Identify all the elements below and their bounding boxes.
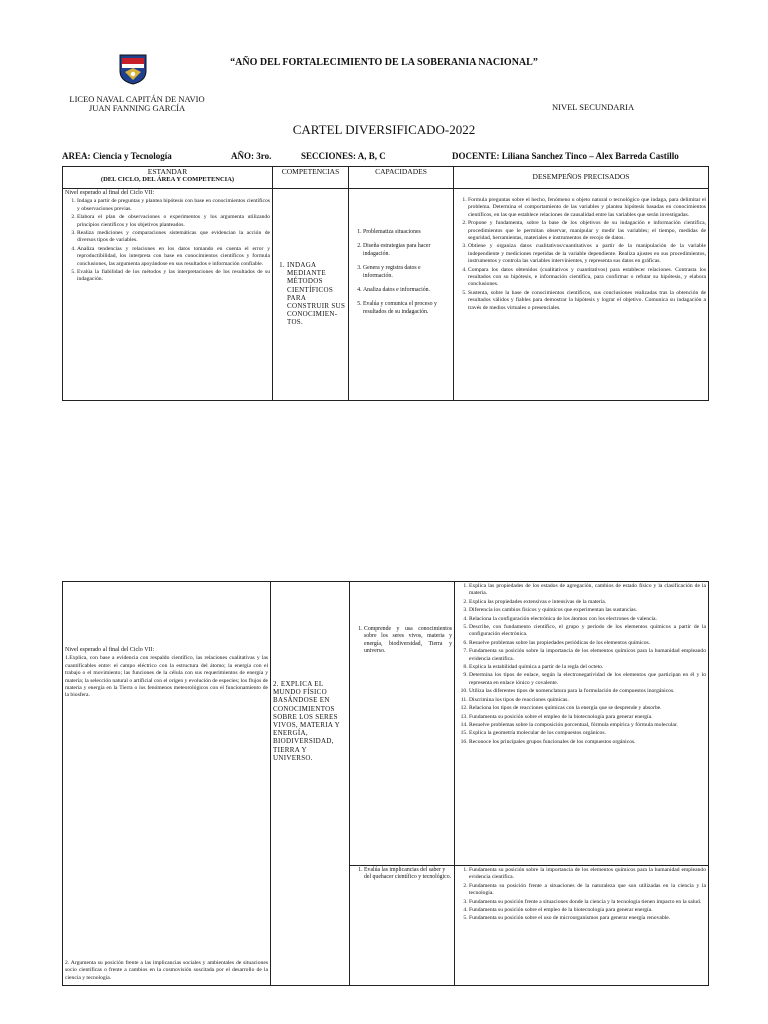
list-item: 2. Propone y fundamenta, sobre la base de los objetivos de su indagación e información científica, procedimientos que le permitan observar, manipular y medir las variables; el tiempo, medidas de seguridad, herramientas, materiales e instrumentos de recojo de datos. <box>468 220 706 242</box>
capacity-cell-1 <box>350 582 455 866</box>
list-item: 5. Describe, con fundamento científico, el grupo y periodo de los elementos químicos a partir de la configuración electrónica. <box>469 624 706 639</box>
list-item: 12. Relaciona los tipos de reacciones químicas con la energía que se desprende y absorbe. <box>469 705 706 712</box>
list-item: 11. Discrimina los tipos de reacciones químicas. <box>469 697 706 704</box>
document-title: CARTEL DIVERSIFICADO-2022 <box>292 122 476 137</box>
list-item: 1. Fundamenta su posición sobre la importancia de los elementos químicos para la humanidad empleando evidencia científica. <box>469 867 706 882</box>
list-item: 5. Sustenta, sobre la base de conocimientos científicos, sus conclusiones realizadas tras la obtención de resultados válidos y fiables para demostrar la hipótesis y lograr el objetivo. Comunica su indagación a través de medios virtuales o presenciales. <box>468 290 706 312</box>
standard-header-subtitle: (DEL CICLO, DEL ÁREA Y COMPETENCIA) <box>100 176 235 183</box>
standard-header-title: ESTANDAR <box>147 167 188 176</box>
list-item: 8. Explica la estabilidad química a partir de la regla del octeto. <box>469 664 706 671</box>
list-item: 4. Analiza datos e información. <box>363 287 451 294</box>
list-item: 1. Indaga a partir de preguntas y plantea hipótesis con base en conocimientos científicos y observaciones previas. <box>77 198 270 213</box>
capacity-text: 1. Comprende y usa conocimientos sobre los seres vivos, materia y energía, biodiversidad, Tierra y universo. <box>364 626 452 656</box>
list-item: 15. Explica la geometría molecular de los compuestos orgánicos. <box>469 730 706 737</box>
capacity-cell-2 <box>350 866 455 986</box>
competence-header: COMPETENCIAS <box>273 167 349 189</box>
school-name <box>62 95 212 113</box>
performances-cell-2 <box>455 866 709 986</box>
standard-text-2: 2. Argumenta su posición frente a las implicancias sociales y ambientales de situaciones socio científicas o frente a cambios en la cosmovisión suscitada por el desarrollo de la ciencia y tecnología. <box>65 959 268 981</box>
school-name-line-2: JUAN FANNING GARCÍA <box>88 103 186 113</box>
list-item: 2. Diseña estrategias para hacer indagación. <box>363 243 451 258</box>
teacher-label: DOCENTE: Liliana Sanchez Tinco – Alex Barreda Castillo <box>452 151 679 161</box>
list-item: 14. Resuelve problemas sobre la composición porcentual, fórmula empírica y fórmula molecular. <box>469 722 706 729</box>
list-item: 5. Evalúa la fiabilidad de los métodos y las interpretaciones de los resultados de su indagación. <box>77 269 270 284</box>
performances-cell-1 <box>455 582 709 866</box>
standard-cell <box>63 189 273 401</box>
curriculum-table-inquiry <box>62 166 709 401</box>
list-item: 3. Genera y registra datos e información. <box>363 265 451 280</box>
list-item: 5. Fundamenta su posición sobre el uso de microorganismos para generar energía renovable. <box>469 915 706 922</box>
sections-label: SECCIONES: A, B, C <box>301 151 386 161</box>
performances-header: DESEMPEÑOS PRECISADOS <box>454 167 709 189</box>
standard-cell <box>63 582 271 986</box>
school-name-line-1: LICEO NAVAL CAPITÁN DE NAVIO <box>69 94 205 104</box>
table-row <box>63 189 709 401</box>
list-item: 4. Relaciona la configuración electrónica de los átomos con los electrones de valencia. <box>469 616 706 623</box>
list-item: 4. Analiza tendencias y relaciones en los datos tomando en cuenta el error y reproductibilidad, los interpreta con base en conocimientos científicos y formula conclusiones, las argumenta apoyándose en sus resultados e información confiable. <box>77 246 270 268</box>
capacity-text: 1. Evalúa las implicancias del saber y del quehacer científico y tecnológico. <box>364 867 452 882</box>
motto-heading: “AÑO DEL FORTALECIMIENTO DE LA SOBERANIA NACIONAL” <box>230 57 538 68</box>
curriculum-table-explain <box>62 581 709 986</box>
table-header-row <box>63 167 709 189</box>
list-item: 2. Explica las propiedades extensivas e intensivas de la materia. <box>469 599 706 606</box>
standard-intro: Nivel esperado al final del Ciclo VII: <box>65 647 155 653</box>
competence-text: EXPLICA EL MUNDO FÍSICO BASÁNDOSE EN CONOCIMIENTOS SOBRE LOS SERES VIVOS, MATERIA Y ENERGÍA, BIODIVERSIDAD, TIERRA Y UNIVERSO. <box>273 680 340 762</box>
list-item: 3. Fundamenta su posición frente a situaciones donde la ciencia y la tecnología tienen impacto en la salud. <box>469 899 706 906</box>
list-item: 10. Utiliza las diferentes tipos de nomenclatura para la formulación de compuestos inorgánicos. <box>469 688 706 695</box>
list-item: 6. Resuelve problemas sobre las propiedades periódicas de los elementos químicos. <box>469 640 706 647</box>
list-item: 1. Formula preguntas sobre el hecho, fenómeno u objeto natural o tecnológico que indaga, para delimitar el problema. Determina el comportamiento de las variables y plantea hipótesis basadas en conocimientos científicos, en las que establece relaciones de causalidad entre las variables que serán investigadas. <box>468 197 706 219</box>
standard-text-1: 1.Explica, con base a evidencia con respaldo científico, las relaciones cualitativas y las cuantificables entre: el campo eléctrico con la estructura del átomo; la energía con el trabajo o el movimiento; las funciones de la célula con sus requerimientos de energía y materia; la selección natural o artificial con el origen y evolución de especies; los flujos de materia y energía en la Tierra o los fenómenos meteorológicos con el funcionamiento de la biosfera. <box>65 655 268 699</box>
list-item: 2. Fundamenta su posición frente a situaciones de la naturaleza que son utilizadas en la ciencia y la tecnología. <box>469 883 706 898</box>
competence-text: 1. INDAGA MEDIANTE MÉTODOS CIENTÍFICOS PARA CONSTRUIR SUS CONOCIMIEN-TOS. <box>287 261 346 327</box>
table-row <box>63 582 709 866</box>
education-level: NIVEL SECUNDARIA <box>552 102 635 112</box>
list-item: 3. Obtiene y organiza datos cualitativos/cuantitativos a partir de la manipulación de la variable independiente y mediciones repetidas de la variable dependiente. Realiza ajustes en sus procedimientos, instrumentos y controla las variables intervinientes, y representa sus datos en gráficas. <box>468 243 706 265</box>
year-label: AÑO: 3ro. <box>231 151 272 161</box>
performances-cell <box>454 189 709 401</box>
list-item: 13. Fundamenta su posición sobre el empleo de la biotecnología para generar energía. <box>469 714 706 721</box>
capacities-header: CAPACIDADES <box>349 167 454 189</box>
list-item: 4. Fundamenta su posición sobre el empleo de la biotecnología para generar energía. <box>469 907 706 914</box>
competence-number: 2. <box>273 680 279 688</box>
list-item: 16. Reconoce los principales grupos funcionales de los compuestos orgánicos. <box>469 739 706 746</box>
competence-cell <box>271 582 350 986</box>
list-item: 3. Realiza mediciones y comparaciones sistemáticas que evidencian la acción de diversos tipos de variables. <box>77 230 270 245</box>
list-item: 2. Elabora el plan de observaciones o experimentos y los argumenta utilizando principios científicos y los objetivos planteados. <box>77 214 270 229</box>
standard-intro: Nivel esperado al final del Ciclo VII: <box>65 190 155 196</box>
area-label: AREA: Ciencia y Tecnología <box>62 151 172 161</box>
capacities-cell <box>349 189 454 401</box>
list-item: 7. Fundamenta su posición sobre la importancia de los elementos químicos para la humanidad empleando evidencia científica. <box>469 648 706 663</box>
list-item: 1. Problematiza situaciones <box>363 229 451 236</box>
standard-header <box>63 167 273 189</box>
list-item: 9. Determina los tipos de enlace, según la electronegatividad de los elementos que participan en él y lo representa en enlace iónico y covalente. <box>469 672 706 687</box>
list-item: 4. Compara los datos obtenidos (cualitativos y cuantitativos) para establecer relaciones. Contrasta los resultados con su hipótesis, e información científica, para confirmar o refutar su hipótesis, y elabora conclusiones. <box>468 267 706 289</box>
competence-cell <box>273 189 349 401</box>
school-crest-icon <box>118 53 148 85</box>
list-item: 5. Evalúa y comunica el proceso y resultados de su indagación. <box>363 301 451 316</box>
list-item: 1. Explica las propiedades de los estados de agregación, cambios de estado físico y la clasificación de la materia. <box>469 583 706 598</box>
list-item: 3. Diferencia los cambios físicos y químicos que experimentan las sustancias. <box>469 607 706 614</box>
